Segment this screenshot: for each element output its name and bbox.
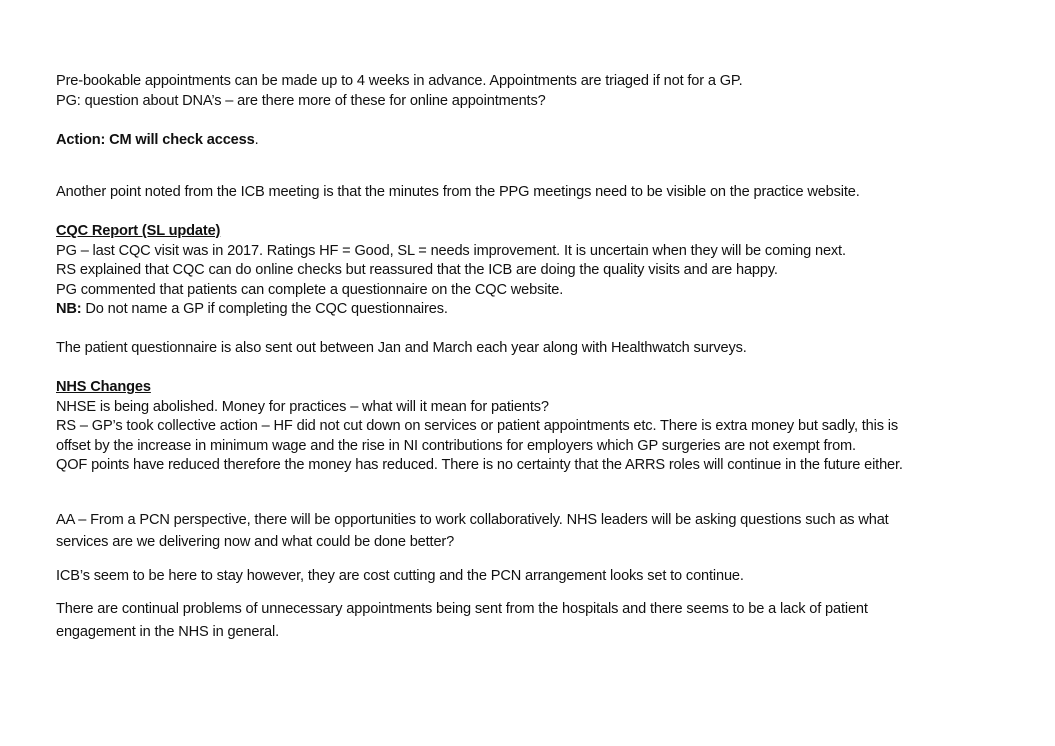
questionnaire-note-text: The patient questionnaire is also sent out between Jan and March each year along with Healthwatch surveys.	[56, 340, 747, 356]
hospital-line-1: There are continual problems of unnecessary appointments being sent from the hospitals and there seems to be a lack of patient	[56, 601, 868, 617]
spacer	[56, 554, 1016, 565]
hospital-line-2: engagement in the NHS in general.	[56, 623, 280, 640]
nb-label: NB:	[56, 301, 82, 317]
spacer	[56, 111, 1016, 131]
dna-question-text: PG: question about DNA’s – are there more of these for online appointments?	[56, 92, 546, 109]
spacer	[56, 476, 1016, 509]
icb-stay-paragraph	[56, 565, 1016, 588]
action-suffix: .	[254, 131, 259, 148]
nb-text: Do not name a GP if completing the CQC questionnaires.	[81, 301, 448, 317]
hospital-paragraph	[56, 598, 1016, 643]
pcn-paragraph	[56, 509, 1016, 554]
nhs-line-1: NHSE is being abolished. Money for practices – what will it mean for patients?	[56, 398, 549, 415]
spacer	[56, 150, 1016, 183]
cqc-nb-line	[56, 300, 1016, 320]
spacer	[56, 587, 1016, 598]
document-page	[56, 72, 1016, 643]
cqc-line-3: PG commented that patients can complete a questionnaire on the CQC website.	[56, 281, 564, 298]
action-item	[56, 131, 1016, 151]
action-label: Action: CM will check access	[56, 131, 255, 148]
cqc-line-2: RS explained that CQC can do online checks but reassured that the ICB are doing the quality visits and are happy.	[56, 262, 778, 278]
nhs-line-3: QOF points have reduced therefore the money has reduced. There is no certainty that the ARRS roles will continue in the future either.	[56, 457, 903, 473]
nhs-heading: NHS Changes	[56, 379, 151, 395]
pcn-line-1: AA – From a PCN perspective, there will be opportunities to work collaboratively. NHS leaders will be asking questions such as what	[56, 511, 889, 528]
appointments-text: Pre-bookable appointments can be made up to 4 weeks in advance. Appointments are triaged if not for a GP.	[56, 73, 743, 89]
icb-note-text: Another point noted from the ICB meeting is that the minutes from the PPG meetings need to be visible on the practice website.	[56, 184, 860, 200]
cqc-heading: CQC Report (SL update)	[56, 223, 221, 239]
cqc-line-1: PG – last CQC visit was in 2017. Ratings HF = Good, SL = needs improvement. It is uncertain when they will be coming next.	[56, 242, 846, 259]
icb-stay-line: ICB’s seem to be here to stay however, they are cost cutting and the PCN arrangement looks set to continue.	[56, 567, 744, 584]
spacer	[56, 320, 1016, 340]
nhs-line-2b: offset by the increase in minimum wage and the rise in NI contributions for employers which GP surgeries are not exempt from.	[56, 437, 856, 454]
spacer	[56, 359, 1016, 379]
nhs-line-2a: RS – GP’s took collective action – HF did not cut down on services or patient appointments etc. There is extra money but sadly, this is	[56, 418, 899, 434]
spacer	[56, 203, 1016, 223]
pcn-line-2: services are we delivering now and what could be done better?	[56, 534, 455, 550]
